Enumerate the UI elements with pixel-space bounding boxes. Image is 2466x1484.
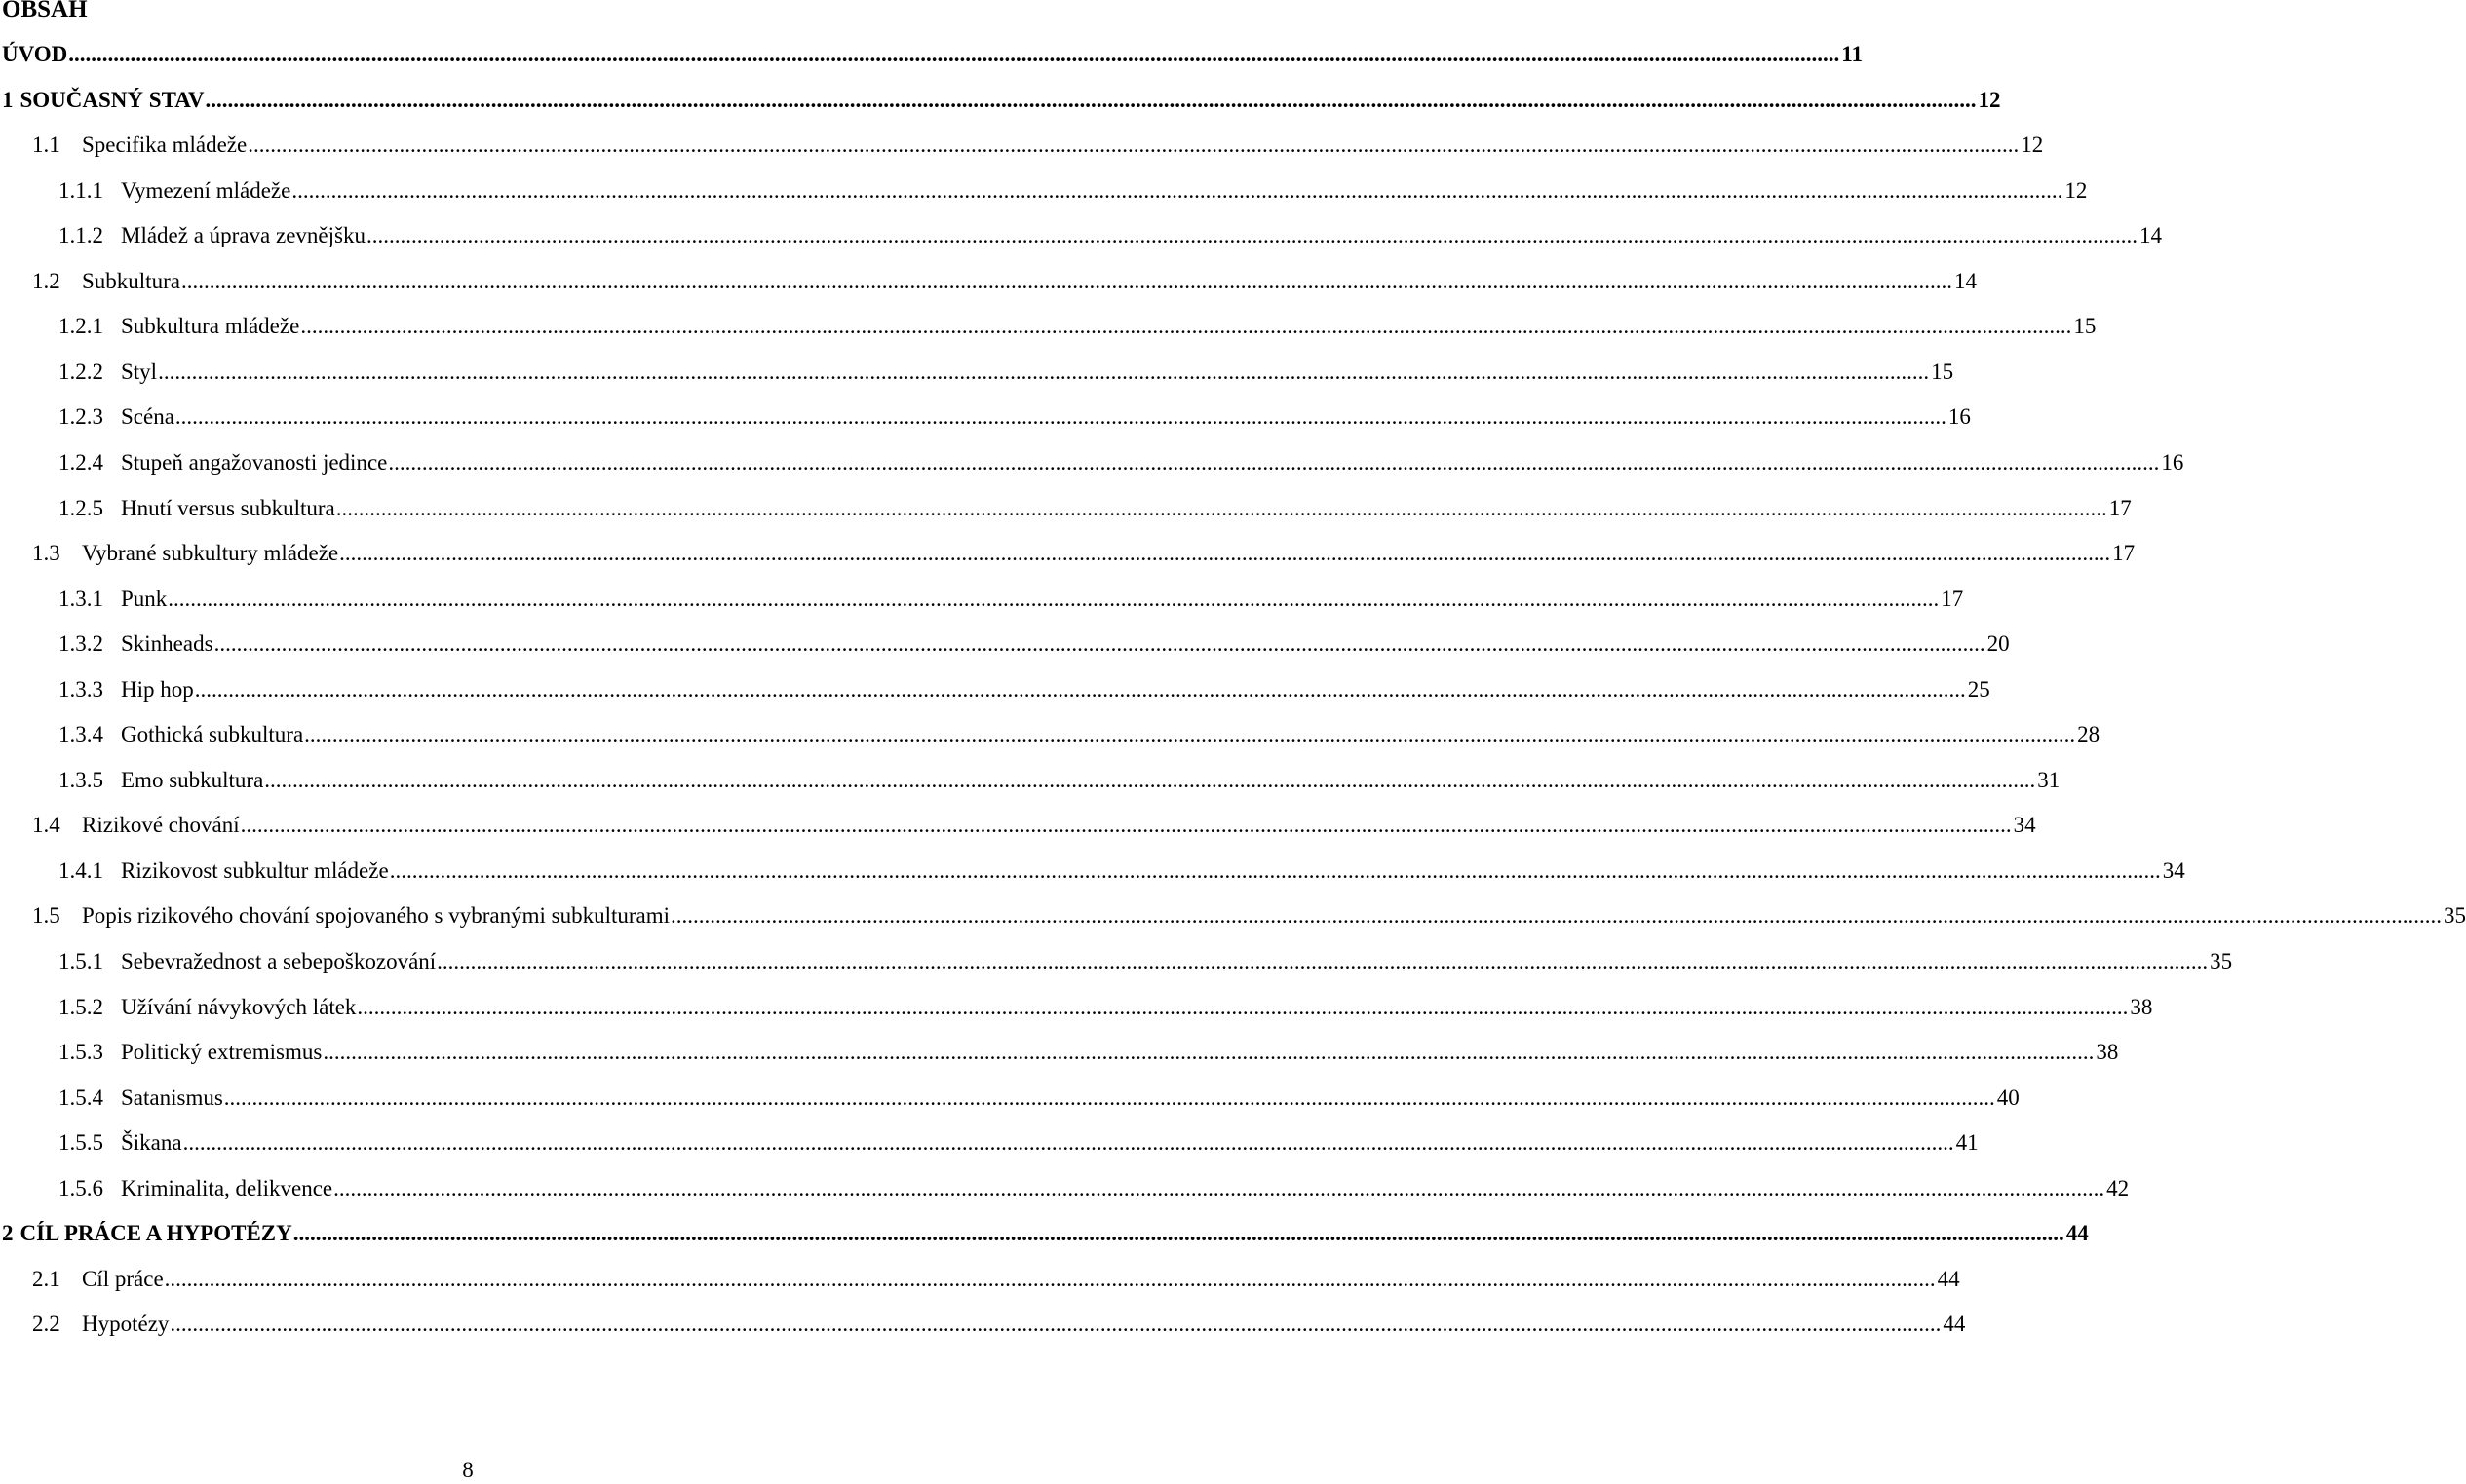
toc-entry-label: Gothická subkultura: [121, 722, 304, 747]
dot-leader: [333, 1174, 2104, 1203]
toc-entry-number: 1.5.5: [58, 1130, 103, 1156]
dot-leader: [291, 176, 2062, 206]
toc-entry-label: Emo subkultura: [121, 767, 264, 792]
page-number: 8: [462, 1458, 474, 1482]
toc-entry-number: 1.3.3: [58, 676, 103, 702]
toc-entry[interactable]: [58, 1174, 2130, 1203]
toc-entry[interactable]: [58, 358, 1954, 387]
toc-entry-label: Rizikovost subkultur mládeže: [121, 857, 389, 883]
toc-entry-label: Vybrané subkultury mládeže: [82, 541, 339, 565]
toc-entry-page: 40: [1996, 1084, 2020, 1110]
dot-leader: [366, 221, 2138, 250]
toc-entry-page: 31: [2037, 767, 2061, 792]
toc-entry-page: 12: [1978, 87, 2001, 112]
dot-leader: [195, 675, 1966, 704]
toc-entry-page: 44: [1943, 1312, 1966, 1337]
toc-entry-number: 1.3.4: [58, 722, 103, 747]
toc-entry-label: Subkultura: [82, 268, 180, 293]
toc-entry-page: 17: [2108, 495, 2132, 520]
toc-entry-number: 1.5.2: [58, 994, 103, 1019]
toc-entry[interactable]: [58, 629, 2010, 659]
toc-entry[interactable]: [58, 1128, 1979, 1158]
toc-entry-number: 1.5.4: [58, 1084, 103, 1110]
toc-entry-label: Užívání návykových látek: [121, 994, 357, 1019]
toc-entry[interactable]: [58, 856, 2185, 886]
toc-entry-page: 25: [1967, 676, 1990, 702]
toc-entry-label: Hip hop: [121, 676, 194, 702]
toc-entry-label: Subkultura mládeže: [121, 314, 300, 339]
toc-entry-number: 1.1: [32, 133, 60, 158]
toc-entry-label: Kriminalita, delikvence: [121, 1175, 333, 1200]
toc-entry-label: Specifika mládeže: [82, 133, 248, 158]
toc-entry-page: 38: [2096, 1040, 2119, 1065]
toc-entry-page: 17: [1941, 586, 1964, 611]
dot-leader: [241, 811, 2012, 840]
toc-entry-number: 1.5.6: [58, 1175, 103, 1200]
toc-entry[interactable]: [58, 402, 1971, 432]
toc-entry-page: 14: [1953, 268, 1977, 293]
toc-entry-number: 1.2.5: [58, 495, 103, 520]
dot-leader: [300, 312, 2071, 341]
dot-leader: [214, 629, 1985, 659]
toc-entry-label: Šikana: [121, 1130, 182, 1156]
toc-entry-label: Scéna: [121, 404, 174, 430]
toc-entry-page: 44: [1937, 1266, 1960, 1291]
toc-entry-number: 1.2.2: [58, 359, 103, 384]
toc-entry-number: 1.4.1: [58, 857, 103, 883]
toc-entry[interactable]: [32, 901, 2466, 931]
toc-entry-page: 17: [2112, 541, 2136, 565]
dot-leader: [437, 947, 2208, 976]
toc-entry[interactable]: [32, 131, 2044, 160]
toc-entry[interactable]: [58, 448, 2184, 477]
toc-entry-page: 38: [2130, 994, 2153, 1019]
toc-entry-number: 1.5.1: [58, 949, 103, 973]
toc-entry[interactable]: [58, 1084, 2020, 1113]
toc-entry-label: Mládež a úprava zevnějšku: [121, 223, 366, 248]
toc-entry-number: 1.1.1: [58, 177, 103, 203]
toc-entry[interactable]: [58, 675, 1990, 704]
dot-leader: [168, 585, 1939, 614]
dot-leader: [671, 901, 2442, 931]
toc-entry-page: 20: [1986, 631, 2010, 657]
toc-entry-page: 41: [1955, 1130, 1979, 1156]
toc-entry-label: Punk: [121, 586, 168, 611]
toc-entry-label: Skinheads: [121, 631, 213, 657]
dot-leader: [323, 1038, 2094, 1067]
toc-entry[interactable]: [32, 1265, 1960, 1294]
dot-leader: [224, 1084, 1995, 1113]
toc-entry-page: 34: [2013, 813, 2036, 838]
dot-leader: [181, 267, 1952, 296]
toc-entry-label: ÚVOD: [2, 42, 68, 66]
toc-entry-number: 1.3.2: [58, 631, 103, 657]
dot-leader: [264, 766, 2035, 795]
toc-entry-page: 35: [2210, 949, 2233, 973]
toc-entry-number: 1.3.1: [58, 586, 103, 611]
dot-leader: [158, 358, 1929, 387]
toc-entry-number: 1.3.5: [58, 767, 103, 792]
toc-entry[interactable]: [58, 221, 2162, 250]
toc-entry-page: 44: [2065, 1221, 2089, 1246]
dot-leader: [205, 86, 1976, 115]
toc-entry-label: Satanismus: [121, 1084, 223, 1110]
toc-entry-number: 1.2.3: [58, 404, 103, 430]
toc-entry-number: 1.4: [32, 813, 60, 838]
toc-entry[interactable]: [32, 811, 2036, 840]
toc-entry-page: 11: [1841, 42, 1863, 66]
toc-entry-number: 2.1: [32, 1266, 60, 1291]
dot-leader: [304, 720, 2075, 749]
dot-leader: [357, 993, 2128, 1022]
toc-entry-page: 28: [2077, 722, 2100, 747]
dot-leader: [183, 1128, 1954, 1158]
toc-entry-page: 12: [2021, 133, 2044, 158]
toc-entry[interactable]: [58, 312, 2097, 341]
toc-entry-number: 1.5: [32, 903, 60, 929]
toc-entry-page: 16: [2161, 449, 2184, 475]
toc-entry-label: Sebevražednost a sebepoškozování: [121, 949, 437, 973]
dot-leader: [339, 539, 2110, 568]
toc-entry-page: 14: [2138, 223, 2162, 248]
toc-entry-page: 12: [2064, 177, 2088, 203]
toc-entry[interactable]: [2, 40, 1863, 69]
dot-leader: [165, 1265, 1936, 1294]
toc-entry[interactable]: [32, 267, 1977, 296]
toc-entry[interactable]: [58, 1038, 2119, 1067]
dot-leader: [170, 1310, 1941, 1339]
toc-entry-number: 1.1.2: [58, 223, 103, 248]
toc-entry-number: 2.2: [32, 1312, 60, 1337]
toc-entry-label: Hypotézy: [82, 1312, 170, 1337]
toc-entry[interactable]: [58, 993, 2153, 1022]
toc-entry-page: 34: [2162, 857, 2185, 883]
toc-entry-number: 1: [2, 87, 14, 112]
toc-entry[interactable]: [58, 176, 2088, 206]
toc-entry-label: Cíl práce: [82, 1266, 164, 1291]
toc-entry-label: SOUČASNÝ STAV: [19, 87, 205, 112]
toc-entry-label: Rizikové chování: [82, 813, 240, 838]
dot-leader: [293, 1219, 2064, 1248]
toc-entry-page: 35: [2444, 903, 2466, 929]
page-title: OBSAH: [2, 0, 88, 22]
toc-entry-label: CÍL PRÁCE A HYPOTÉZY: [19, 1221, 292, 1246]
dot-leader: [388, 448, 2159, 477]
toc-entry[interactable]: [2, 86, 2001, 115]
toc-entry-number: 1.3: [32, 541, 60, 565]
toc-entry-number: 1.5.3: [58, 1040, 103, 1065]
toc-entry-page: 15: [2073, 314, 2097, 339]
toc-entry[interactable]: [32, 1310, 1966, 1339]
toc-entry-label: Stupeň angažovanosti jedince: [121, 449, 388, 475]
toc-entry-label: Popis rizikového chování spojovaného s vybranými subkulturami: [82, 903, 671, 929]
dot-leader: [68, 40, 1839, 69]
toc-entry-number: 2: [2, 1221, 14, 1246]
toc-entry[interactable]: [32, 539, 2136, 568]
dot-leader: [390, 856, 2161, 886]
toc-entry-label: Vymezení mládeže: [121, 177, 291, 203]
toc-entry[interactable]: [58, 720, 2100, 749]
dot-leader: [175, 402, 1946, 432]
toc-entry-number: 1.2.1: [58, 314, 103, 339]
toc-entry-page: 42: [2106, 1175, 2130, 1200]
toc-entry-page: 15: [1931, 359, 1954, 384]
toc-entry-number: 1.2.4: [58, 449, 103, 475]
toc-entry[interactable]: [2, 1219, 2089, 1248]
toc-entry-label: Styl: [121, 359, 158, 384]
dot-leader: [336, 494, 2107, 523]
toc-entry[interactable]: [58, 585, 1964, 614]
toc-entry[interactable]: [58, 494, 2132, 523]
dot-leader: [248, 131, 2019, 160]
toc-entry-label: Hnutí versus subkultura: [121, 495, 335, 520]
toc-entry-label: Politický extremismus: [121, 1040, 323, 1065]
toc-entry-number: 1.2: [32, 268, 60, 293]
toc-entry[interactable]: [58, 947, 2233, 976]
toc-entry[interactable]: [58, 766, 2061, 795]
toc-entry-page: 16: [1947, 404, 1971, 430]
